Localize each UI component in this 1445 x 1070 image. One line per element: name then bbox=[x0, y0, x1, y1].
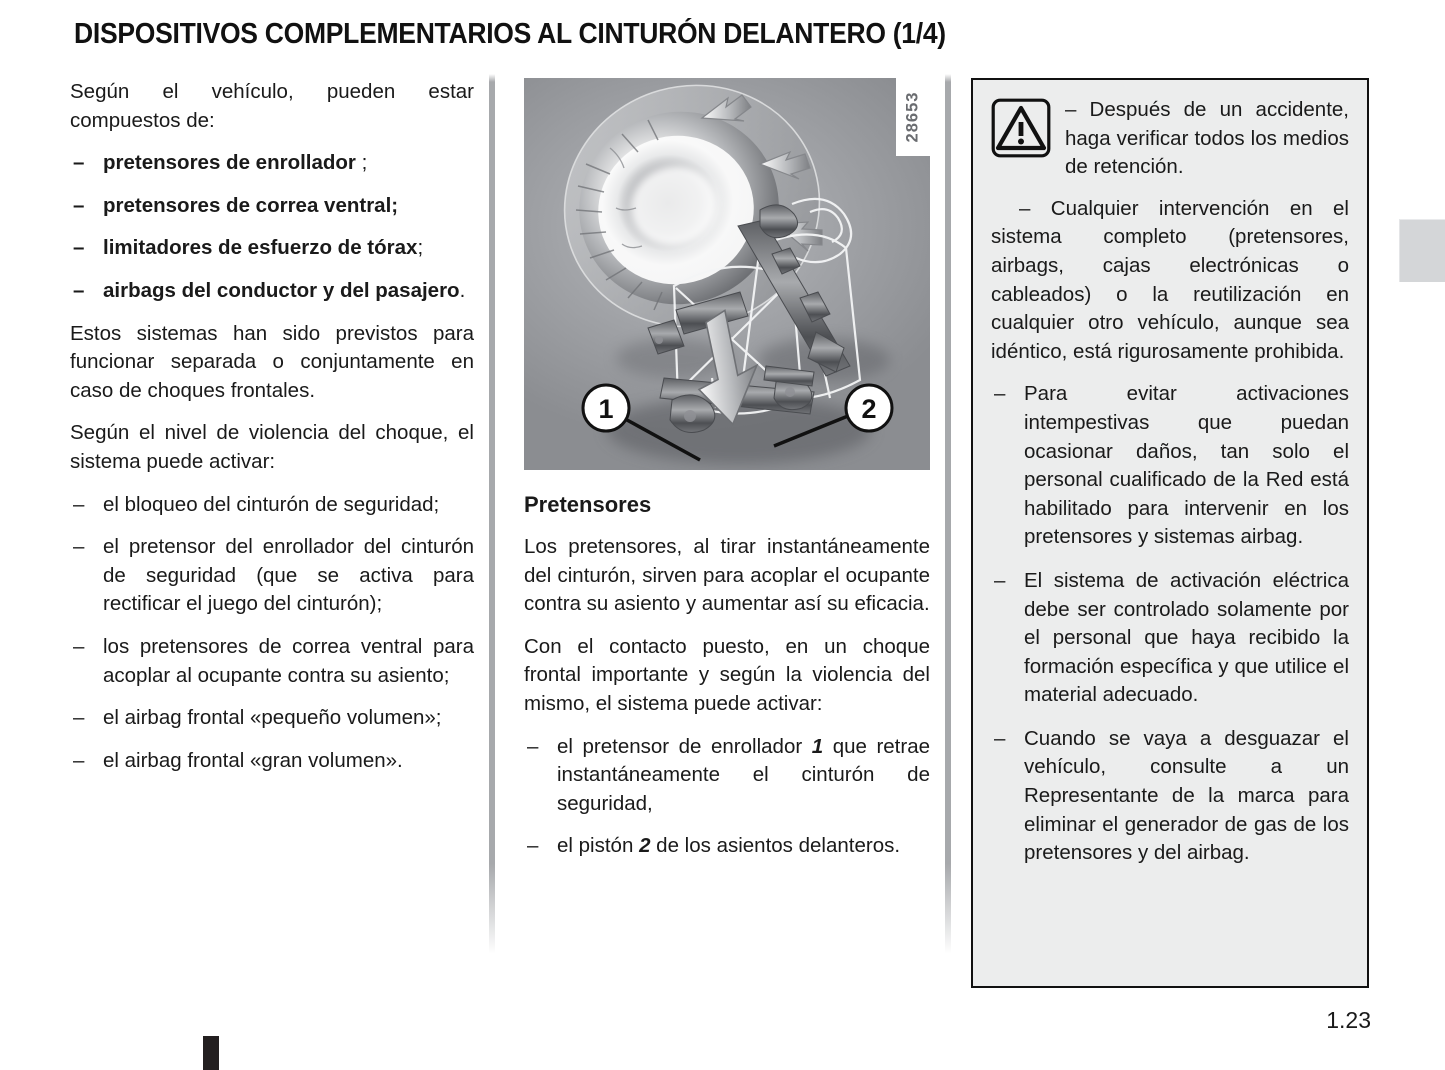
list-item: – El sistema de activación eléctrica debe ser controlado solamente por el personal que haya recibido la formación específica y que utilice el material adecuado. bbox=[991, 567, 1349, 710]
pretensioners-paragraph-1: Los pretensores, al tirar instantáneamente del cinturón, sirven para acoplar el ocupante contra su asiento y aumentar así su eficacia. bbox=[524, 535, 930, 616]
warning-first-item-text: – Después de un accidente, haga verificar todos los medios de retención. bbox=[1065, 98, 1349, 179]
svg-text:1: 1 bbox=[598, 394, 614, 424]
list-item-label: pretensores de correa ventral; bbox=[103, 193, 399, 217]
list-item bbox=[70, 277, 474, 306]
callout-ref: 1 bbox=[811, 734, 824, 758]
list-item-label: limitadores de esfuerzo de tórax bbox=[103, 236, 418, 260]
list-item-tail: ; bbox=[417, 236, 424, 260]
pretensioners-paragraph-2: Con el contacto puesto, en un choque frontal importante y según la violencia del mismo, el sistema puede activar: bbox=[524, 634, 930, 715]
figure-reference-value: 28653 bbox=[903, 91, 922, 143]
warning-first-item bbox=[991, 96, 1349, 182]
list-item bbox=[524, 832, 930, 861]
column-divider-right bbox=[945, 74, 951, 954]
left-text-column bbox=[70, 78, 474, 789]
section-heading: Pretensores bbox=[524, 492, 652, 517]
list-item-label: pretensores de enrollador bbox=[103, 151, 356, 175]
list-item: – el pretensor del enrollador del cinturón de seguridad (que se activa para rectificar el juego del cinturón); bbox=[70, 533, 474, 619]
list-item-text-post: de los asientos delanteros. bbox=[650, 834, 901, 858]
chapter-thumb-tab bbox=[1399, 219, 1445, 282]
list-item bbox=[70, 192, 474, 221]
list-item: – el airbag frontal «pequeño volumen»; bbox=[70, 704, 474, 733]
warning-second-item: – Cualquier intervención en el sistema completo (pretensores, airbags, cajas electrónicas o cableados) o la reutilización en cualquier otro vehículo, aunque sea idéntico, está rigurosamente prohibida. bbox=[991, 196, 1349, 363]
list-item-label: airbags del conductor y del pasajero bbox=[103, 278, 460, 302]
activation-list bbox=[70, 491, 474, 776]
warning-box bbox=[971, 78, 1369, 988]
column-divider-left bbox=[489, 74, 495, 954]
list-item-tail: ; bbox=[355, 151, 368, 175]
list-item: – el bloqueo del cinturón de seguridad; bbox=[70, 491, 474, 520]
illustration-graphic bbox=[524, 78, 930, 470]
paragraph-systems: Estos sistemas han sido previstos para funcionar separada o conjuntamente en caso de choques frontales. bbox=[70, 321, 474, 402]
page-number: 1.23 bbox=[1326, 1007, 1371, 1033]
list-item: – el airbag frontal «gran volumen». bbox=[70, 747, 474, 776]
list-item bbox=[70, 149, 474, 178]
list-item-tail: . bbox=[459, 278, 466, 302]
intro-paragraph: Según el vehículo, pueden estar compuestos de: bbox=[70, 80, 474, 132]
warning-triangle-icon bbox=[991, 98, 1051, 158]
list-item-text-pre: el pretensor de enrollador bbox=[557, 734, 812, 758]
list-item: – Cuando se vaya a desguazar el vehículo, consulte a un Representante de la marca para eliminar el generador de gas de los pretensores y del airbag. bbox=[991, 725, 1349, 868]
list-item: – los pretensores de correa ventral para acoplar al ocupante contra su asiento; bbox=[70, 633, 474, 690]
callout-ref: 2 bbox=[639, 834, 651, 858]
figure-reference-number bbox=[896, 78, 930, 156]
list-item-text-pre: el pistón bbox=[557, 834, 640, 858]
pretensioners-activation-list bbox=[524, 733, 930, 861]
warning-items-list bbox=[991, 380, 1349, 868]
list-item: – Para evitar activaciones intempestivas que puedan ocasionar daños, tan solo el personal cualificado de la Red está habilitado para intervenir en los pretensores y sistemas airbag. bbox=[991, 380, 1349, 552]
bottom-registration-mark bbox=[203, 1036, 219, 1070]
list-item-text-post: que retrae instantáneamente el cinturón de seguridad, bbox=[557, 734, 930, 815]
middle-column bbox=[524, 78, 930, 875]
page-title: DISPOSITIVOS COMPLEMENTARIOS AL CINTURÓN DELANTERO (1/4) bbox=[74, 18, 946, 50]
components-list bbox=[70, 149, 474, 305]
paragraph-activation-intro: Según el nivel de violencia del choque, el sistema puede activar: bbox=[70, 421, 474, 473]
list-item bbox=[524, 733, 930, 819]
airbag-and-pretensioner-illustration bbox=[524, 78, 930, 470]
right-column bbox=[971, 78, 1369, 988]
list-item bbox=[70, 234, 474, 263]
svg-text:2: 2 bbox=[861, 394, 877, 424]
